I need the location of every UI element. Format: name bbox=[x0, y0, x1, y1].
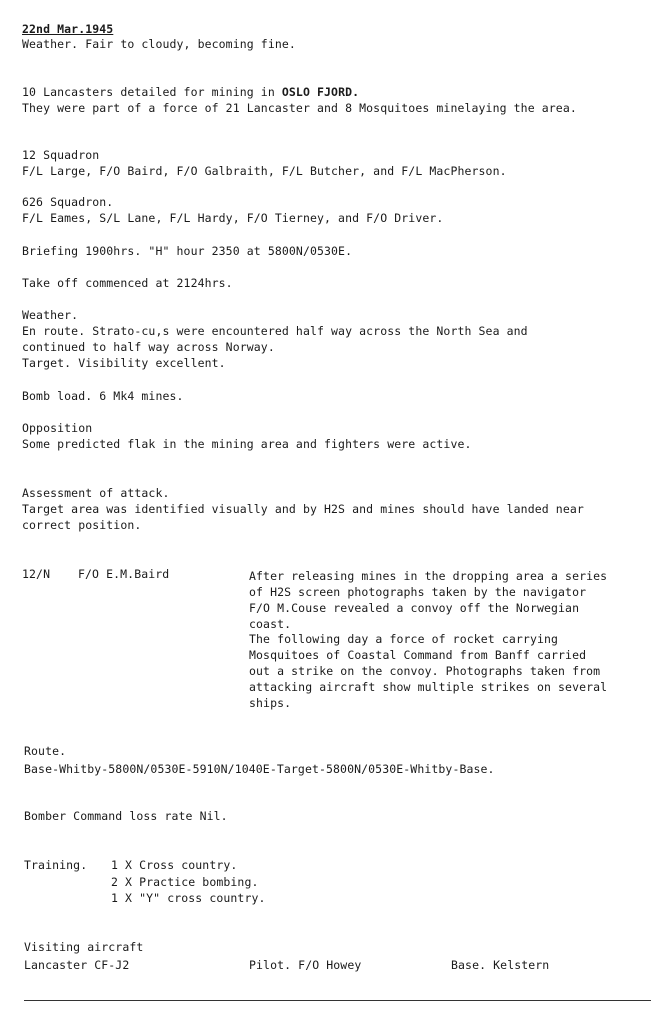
route-text: Base-Whitby-5800N/0530E-5910N/1040E-Target-5800N/0530E-Whitby-Base. bbox=[24, 762, 495, 776]
bottom-divider bbox=[24, 1000, 651, 1001]
report-line: attacking aircraft show multiple strikes on several bbox=[249, 680, 608, 694]
takeoff: Take off commenced at 2124hrs. bbox=[22, 276, 233, 290]
detail-line-2: They were part of a force of 21 Lancaster and 8 Mosquitoes minelaying the area. bbox=[22, 101, 577, 115]
report-line: F/O M.Couse revealed a convoy off the Norwegian bbox=[249, 601, 580, 615]
report-line: The following day a force of rocket carrying bbox=[249, 632, 559, 646]
crew-code: 12/N bbox=[22, 567, 51, 581]
report-line: out a strike on the convoy. Photographs taken from bbox=[249, 664, 601, 678]
entry-date: 22nd Mar.1945 bbox=[22, 22, 114, 36]
report-line: Mosquitoes of Coastal Command from Banff carried bbox=[249, 648, 587, 662]
report-line: coast. bbox=[249, 617, 292, 631]
squadron-name: 12 Squadron bbox=[22, 148, 100, 162]
opposition-heading: Opposition bbox=[22, 421, 93, 435]
opposition-text: Some predicted flak in the mining area and fighters were active. bbox=[22, 437, 472, 451]
visiting-base: Base. Kelstern bbox=[451, 958, 550, 972]
assessment-line: Target area was identified visually and by H2S and mines should have landed near bbox=[22, 502, 584, 516]
target-place: OSLO FJORD. bbox=[281, 85, 360, 99]
training-label: Training. bbox=[24, 858, 88, 872]
training-item: 2 X Practice bombing. bbox=[111, 875, 259, 889]
weather-line: continued to half way across Norway. bbox=[22, 340, 275, 354]
report-line: After releasing mines in the dropping area a series bbox=[249, 569, 608, 583]
weather-line: Target. Visibility excellent. bbox=[22, 356, 226, 370]
crew-pilot: F/O E.M.Baird bbox=[78, 567, 170, 581]
detail-line-1 bbox=[22, 84, 359, 100]
report-line: ships. bbox=[249, 696, 292, 710]
squadron-name: 626 Squadron. bbox=[22, 195, 114, 209]
weather-line: En route. Strato-cu,s were encountered half way across the North Sea and bbox=[22, 324, 528, 338]
report-line: of H2S screen photographs taken by the navigator bbox=[249, 585, 587, 599]
visiting-heading: Visiting aircraft bbox=[24, 940, 144, 954]
squadron-crews: F/L Eames, S/L Lane, F/L Hardy, F/O Tierney, and F/O Driver. bbox=[22, 211, 444, 225]
bomb-load: Bomb load. 6 Mk4 mines. bbox=[22, 389, 184, 403]
weather-heading: Weather. bbox=[22, 308, 79, 322]
briefing: Briefing 1900hrs. "H" hour 2350 at 5800N/0530E. bbox=[22, 244, 353, 258]
visiting-aircraft: Lancaster CF-J2 bbox=[24, 958, 130, 972]
training-item: 1 X Cross country. bbox=[111, 858, 238, 872]
squadron-crews: F/L Large, F/O Baird, F/O Galbraith, F/L Butcher, and F/L MacPherson. bbox=[22, 164, 507, 178]
assessment-line: correct position. bbox=[22, 518, 142, 532]
weather-summary: Weather. Fair to cloudy, becoming fine. bbox=[22, 37, 296, 51]
loss-rate: Bomber Command loss rate Nil. bbox=[24, 809, 228, 823]
detail-prefix: 10 Lancasters detailed for mining in bbox=[22, 85, 282, 99]
visiting-pilot: Pilot. F/O Howey bbox=[249, 958, 362, 972]
assessment-heading: Assessment of attack. bbox=[22, 486, 170, 500]
training-item: 1 X "Y" cross country. bbox=[111, 891, 266, 905]
route-heading: Route. bbox=[24, 744, 67, 758]
